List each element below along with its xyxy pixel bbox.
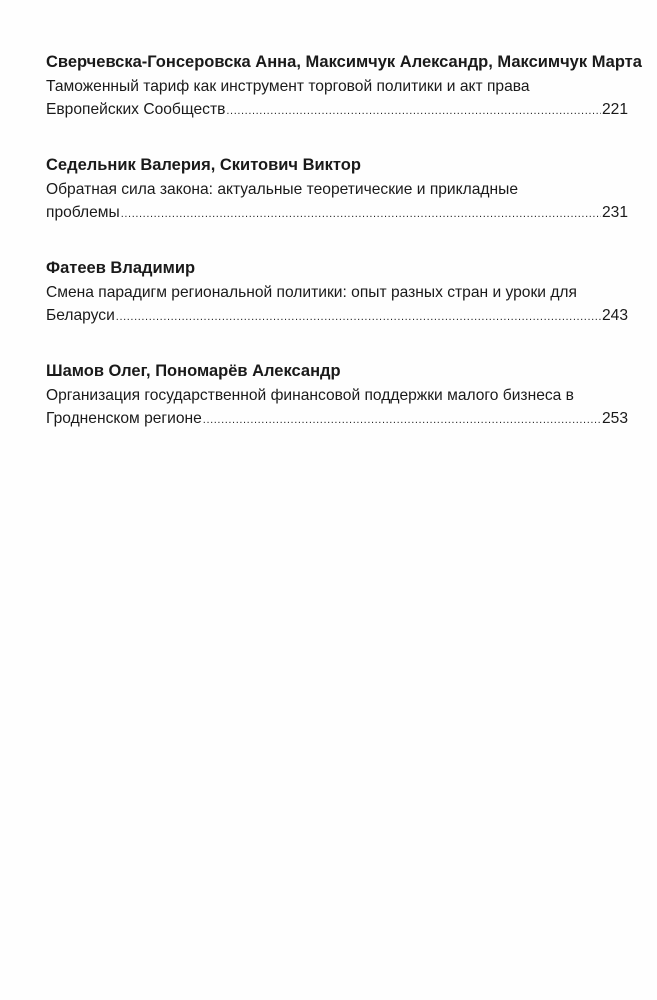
dot-leader xyxy=(226,100,601,123)
toc-entry-authors: Сверчевска-Гонсеровска Анна, Максимчук Александр, Максимчук Марта xyxy=(46,53,642,71)
toc-entry-title: Организация государственной финансовой поддержки малого бизнеса в xyxy=(46,387,574,404)
toc-entry-title-continued: Гродненском регионе xyxy=(46,410,202,427)
dot-leader xyxy=(203,409,601,432)
toc-entry-title-continued: Европейских Сообществ xyxy=(46,101,226,118)
toc-entry-last-line xyxy=(46,98,628,123)
toc-entry-page-number: 221 xyxy=(601,101,628,118)
toc-entry-page-number: 243 xyxy=(601,307,628,324)
toc-entry-authors: Шамов Олег, Пономарёв Александр xyxy=(46,362,341,380)
toc-entry xyxy=(46,258,628,329)
toc-entry-authors: Фатеев Владимир xyxy=(46,259,196,277)
toc-entry-title: Смена парадигм региональной политики: опыт разных стран и уроки для xyxy=(46,284,577,301)
toc-entry-last-line xyxy=(46,407,628,432)
toc-entry xyxy=(46,155,628,226)
toc-entry xyxy=(46,361,628,432)
dot-leader xyxy=(116,306,601,329)
toc-entry-title-continued: проблемы xyxy=(46,204,120,221)
toc-entry-title-continued: Беларуси xyxy=(46,307,115,324)
toc-entry-authors: Седельник Валерия, Скитович Виктор xyxy=(46,156,361,174)
dot-leader xyxy=(121,203,601,226)
toc-entry-page-number: 231 xyxy=(601,204,628,221)
toc-entry-last-line xyxy=(46,201,628,226)
toc-entry-last-line xyxy=(46,304,628,329)
toc-entry-title: Обратная сила закона: актуальные теоретические и прикладные xyxy=(46,181,519,198)
table-of-contents xyxy=(46,52,642,464)
toc-entry xyxy=(46,52,642,123)
toc-entry-title: Таможенный тариф как инструмент торговой политики и акт права xyxy=(46,78,530,95)
toc-entry-page-number: 253 xyxy=(601,410,628,427)
